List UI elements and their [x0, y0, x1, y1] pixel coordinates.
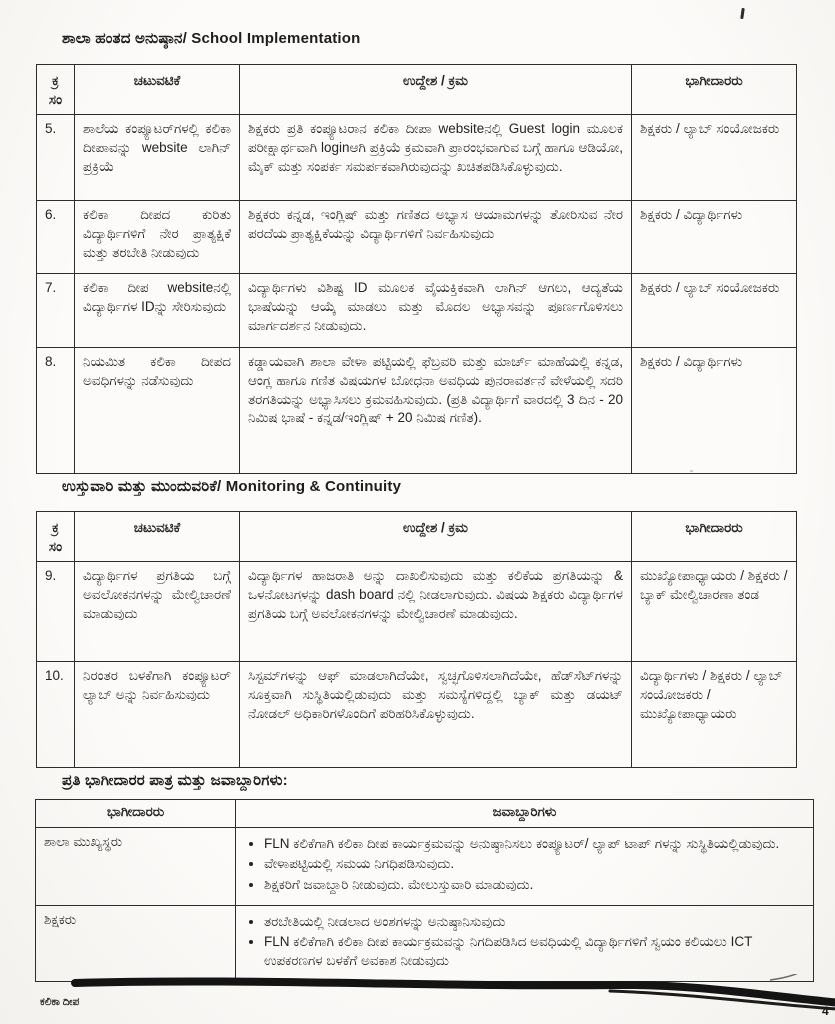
section3-heading: ಪ್ರತಿ ಭಾಗೀದಾರರ ಪಾತ್ರ ಮತ್ತು ಜವಾಬ್ದಾರಿಗಳು: [62, 772, 288, 789]
table-header-row [36, 800, 814, 828]
page-number: 4 [822, 1004, 829, 1018]
footer-document-title: ಕಲಿಕಾ ದೀಪ [40, 996, 80, 1008]
col-header-stakeholder: ಭಾಗೀದಾರರು [36, 800, 236, 828]
slno-cell: 8. [37, 348, 75, 474]
purpose-cell: ಶಿಕ್ಷಕರು ಪ್ರತಿ ಕಂಪ್ಯೂಟರಾನ ಕಲಿಕಾ ದೀಪಾ websiteನಲ್ಲಿ Guest login ಮೂಲಕ ಪರೀಕ್ಷಾರ್ಥವಾಗಿ loginಆಗಿ ಪ್ರಕ್ರಿಯೆ ಕ್ರಮವಾಗಿ ಪ್ರಾರಂಭವಾಗುವ ಬಗ್ಗೆ ಹಾಗೂ ಆಡಿಯೋ, ಮೈಕ್ ಮತ್ತು ಸಂಪರ್ಕ ಸಮರ್ಪಕವಾಗಿರುವುದನ್ನು ಖಚಿತಪಡಿಸಿಕೊಳ್ಳುವುದು. [240, 115, 632, 201]
col-header-participants: ಭಾಗೀದಾರರು [632, 65, 797, 115]
participants-cell: ವಿದ್ಯಾರ್ಥಿಗಳು / ಶಿಕ್ಷಕರು / ಲ್ಯಾಬ್ ಸಂಯೋಜಕರು / ಮುಖ್ಯೋಪಾಧ್ಯಾಯರು [632, 662, 797, 768]
section1-heading: ಶಾಲಾ ಹಂತದ ಅನುಷ್ಠಾನ/ School Implementation [62, 30, 361, 47]
activity-cell: ನಿಯಮಿತ ಕಲಿಕಾ ದೀಪದ ಅವಧಿಗಳನ್ನು ನಡೆಸುವುದು [75, 348, 240, 474]
purpose-cell: ವಿದ್ಯಾರ್ಥಿಗಳ ಹಾಜರಾತಿ ಅನ್ನು ದಾಖಲಿಸುವುದು ಮತ್ತು ಕಲಿಕೆಯ ಪ್ರಗತಿಯನ್ನು & ಒಳನೋಟಗಳನ್ನು dash board ನಲ್ಲಿ ನೀಡಲಾಗುವುದು. ವಿಷಯ ಶಿಕ್ಷಕರು ವಿದ್ಯಾರ್ಥಿಗಳ ಪ್ರಗತಿಯ ಬಗ್ಗೆ ಅವಲೋಕನಗಳನ್ನು ಮೇಲ್ವಿಚಾರಣೆ ಮಾಡುವುದು. [240, 562, 632, 662]
table-row [37, 348, 797, 474]
slno-cell: 7. [37, 274, 75, 348]
table-row [36, 905, 814, 981]
table-row [37, 274, 797, 348]
monitoring-continuity-table [36, 511, 797, 768]
participants-cell: ಶಿಕ್ಷಕರು / ವಿದ್ಯಾರ್ಥಿಗಳು [632, 348, 797, 474]
purpose-cell: ವಿದ್ಯಾರ್ಥಿಗಳು ವಿಶಿಷ್ಟ ID ಮೂಲಕ ವೈಯಕ್ತಿಕವಾಗಿ ಲಾಗಿನ್ ಆಗಲು, ಆದ್ಯತೆಯ ಭಾಷೆಯನ್ನು ಆಯ್ಕೆ ಮಾಡಲು ಮತ್ತು ಮೊದಲ ಅಭ್ಯಾಸವನ್ನು ಪೂರ್ಣಗೊಳಿಸಲು ಮಾರ್ಗದರ್ಶನ ನೀಡುವುದು. [240, 274, 632, 348]
responsibilities-cell [236, 827, 814, 905]
col-header-slno: ಕ್ರ ಸಂ [37, 512, 75, 562]
slno-cell: 6. [37, 201, 75, 274]
responsibility-list [244, 835, 805, 895]
participants-cell: ಶಿಕ್ಷಕರು / ವಿದ್ಯಾರ್ಥಿಗಳು [632, 201, 797, 274]
responsibility-item: • FLN ಕಲಿಕೆಗಾಗಿ ಕಲಿಕಾ ದೀಪ ಕಾರ್ಯಕ್ರಮವನ್ನು ನಿಗದಿಪಡಿಸಿದ ಅವಧಿಯಲ್ಲಿ ವಿದ್ಯಾರ್ಥಿಗಳಿಗೆ ಸ್ವಯಂ ಕಲಿಯಲು ICT ಉಪಕರಣಗಳ ಬಳಕೆಗೆ ಅವಕಾಶ ನೀಡುವುದು [264, 933, 805, 970]
activity-cell: ನಿರಂತರ ಬಳಕೆಗಾಗಿ ಕಂಪ್ಯೂಟರ್ ಲ್ಯಾಬ್ ಅನ್ನು ನಿರ್ವಹಿಸುವುದು [75, 662, 240, 768]
activity-cell: ವಿದ್ಯಾರ್ಥಿಗಳ ಪ್ರಗತಿಯ ಬಗ್ಗೆ ಅವಲೋಕನಗಳನ್ನು ಮೇಲ್ವಿಚಾರಣೆ ಮಾಡುವುದು [75, 562, 240, 662]
purpose-cell: ಸಿಸ್ಟಮ್‌ಗಳನ್ನು ಆಫ್ ಮಾಡಲಾಗಿದೆಯೇ, ಸ್ವಚ್ಛಗೊಳಿಸಲಾಗಿದೆಯೇ, ಹೆಡ್‌ಸೆಟ್‌ಗಳನ್ನು ಸೂಕ್ತವಾಗಿ ಸುಸ್ಥಿತಿಯಲ್ಲಿಡುವುದು ಮತ್ತು ಸಮಸ್ಯೆಗಳಿದ್ದಲ್ಲಿ ಬ್ಯಾಕ್ ಮತ್ತು ಡಯಟ್ ನೋಡಲ್ ಅಧಿಕಾರಿಗಳೊಂದಿಗೆ ಪರಿಹರಿಸಿಕೊಳ್ಳುವುದು. [240, 662, 632, 768]
participants-cell: ಶಿಕ್ಷಕರು / ಲ್ಯಾಬ್ ಸಂಯೋಜಕರು [632, 115, 797, 201]
school-implementation-table [36, 64, 797, 474]
col-header-activity: ಚಟುವಟಿಕೆ [75, 65, 240, 115]
responsibility-item: • ವೇಳಾಪಟ್ಟಿಯಲ್ಲಿ ಸಮಯ ನಿಗಧಿಪಡಿಸುವುದು. [264, 855, 805, 874]
section2-heading: ಉಸ್ತುವಾರಿ ಮತ್ತು ಮುಂದುವರಿಕೆ/ Monitoring & Continuity [62, 478, 402, 495]
activity-cell: ಶಾಲೆಯ ಕಂಪ್ಯೂಟರ್‌ಗಳಲ್ಲಿ ಕಲಿಕಾ ದೀಪಾವನ್ನು website ಲಾಗಿನ್ ಪ್ರಕ್ರಿಯೆ [75, 115, 240, 201]
purpose-cell: ಶಿಕ್ಷಕರು ಕನ್ನಡ, ಇಂಗ್ಲಿಷ್ ಮತ್ತು ಗಣಿತದ ಅಭ್ಯಾಸ ಆಯಾಮಗಳನ್ನು ತೋರಿಸುವ ನೇರ ಪರದೆಯ ಪ್ರಾತ್ಯಕ್ಷಿಕೆಯನ್ನು ವಿದ್ಯಾರ್ಥಿಗಳಿಗೆ ನಿರ್ವಹಿಸುವುದು [240, 201, 632, 274]
col-header-participants: ಭಾಗೀದಾರರು [632, 512, 797, 562]
table-header-row [37, 512, 797, 562]
responsibility-item: • ತರಬೇತಿಯಲ್ಲಿ ನೀಡಲಾದ ಅಂಶಗಳನ್ನು ಅನುಷ್ಠಾನಿಸುವುದು [264, 913, 805, 932]
table-row [37, 562, 797, 662]
col-header-responsibilities: ಜವಾಬ್ದಾರಿಗಳು [236, 800, 814, 828]
slno-cell: 10. [37, 662, 75, 768]
slno-cell: 5. [37, 115, 75, 201]
col-header-purpose: ಉದ್ದೇಶ / ಕ್ರಮ [240, 512, 632, 562]
slno-cell: 9. [37, 562, 75, 662]
scan-edge-band [0, 974, 835, 1024]
table-row [37, 201, 797, 274]
stakeholder-cell: ಶಾಲಾ ಮುಖ್ಯಸ್ಥರು [36, 827, 236, 905]
responsibilities-cell [236, 905, 814, 981]
responsibility-item: • FLN ಕಲಿಕೆಗಾಗಿ ಕಲಿಕಾ ದೀಪ ಕಾರ್ಯಕ್ರಮವನ್ನು ಅನುಷ್ಠಾನಿಸಲು ಕಂಪ್ಯೂಟರ್/ ಲ್ಯಾಪ್ ಟಾಪ್ ಗಳನ್ನು ಸುಸ್ಥಿತಿಯಲ್ಲಿಡುವುದು. [264, 835, 805, 854]
roles-responsibilities-table [35, 799, 814, 982]
scan-artifact-tick [740, 8, 745, 19]
col-header-activity: ಚಟುವಟಿಕೆ [75, 512, 240, 562]
table-header-row [37, 65, 797, 115]
participants-cell: ಮುಖ್ಯೋಪಾಧ್ಯಾಯರು / ಶಿಕ್ಷಕರು / ಬ್ಯಾಕ್ ಮೇಲ್ವಿಚಾರಣಾ ತಂಡ [632, 562, 797, 662]
col-header-purpose: ಉದ್ದೇಶ / ಕ್ರಮ [240, 65, 632, 115]
stakeholder-cell: ಶಿಕ್ಷಕರು [36, 905, 236, 981]
purpose-cell: ಕಡ್ಡಾಯವಾಗಿ ಶಾಲಾ ವೇಳಾ ಪಟ್ಟಿಯಲ್ಲಿ ಫೆಬ್ರವರಿ ಮತ್ತು ಮಾರ್ಚ್ ಮಾಹೆಯಲ್ಲಿ ಕನ್ನಡ, ಆಂಗ್ಲ ಹಾಗೂ ಗಣಿತ ವಿಷಯಗಳ ಬೋಧನಾ ಅವಧಿಯ ಪುನರಾವರ್ತನೆ ವೇಳೆಯಲ್ಲಿ ಸದರಿ ತರಗತಿಯನ್ನು ಅಭ್ಯಾಸಿಸಲು ಕ್ರಮವಹಿಸುವುದು. (ಪ್ರತಿ ವಿದ್ಯಾರ್ಥಿಗೆ ವಾರದಲ್ಲಿ 3 ದಿನ - 20 ನಿಮಿಷ ಭಾಷೆ - ಕನ್ನಡ/ಇಂಗ್ಲಿಷ್ + 20 ನಿಮಿಷ ಗಣಿತ). [240, 348, 632, 474]
activity-cell: ಕಲಿಕಾ ದೀಪ websiteನಲ್ಲಿ ವಿದ್ಯಾರ್ಥಿಗಳ IDನ್ನು ಸೇರಿಸುವುದು [75, 274, 240, 348]
activity-cell: ಕಲಿಕಾ ದೀಪದ ಕುರಿತು ವಿದ್ಯಾರ್ಥಿಗಳಿಗೆ ನೇರ ಪ್ರಾತ್ಯಕ್ಷಿಕೆ ಮತ್ತು ತರಬೇತಿ ನೀಡುವುದು [75, 201, 240, 274]
col-header-slno: ಕ್ರ ಸಂ [37, 65, 75, 115]
table-row [36, 827, 814, 905]
responsibility-list [244, 913, 805, 971]
table-row [37, 115, 797, 201]
table-row [37, 662, 797, 768]
responsibility-item: • ಶಿಕ್ಷಕರಿಗೆ ಜವಾಬ್ದಾರಿ ನೀಡುವುದು. ಮೇಲುಸ್ತುವಾರಿ ಮಾಡುವುದು. [264, 876, 805, 895]
participants-cell: ಶಿಕ್ಷಕರು / ಲ್ಯಾಬ್ ಸಂಯೋಜಕರು [632, 274, 797, 348]
